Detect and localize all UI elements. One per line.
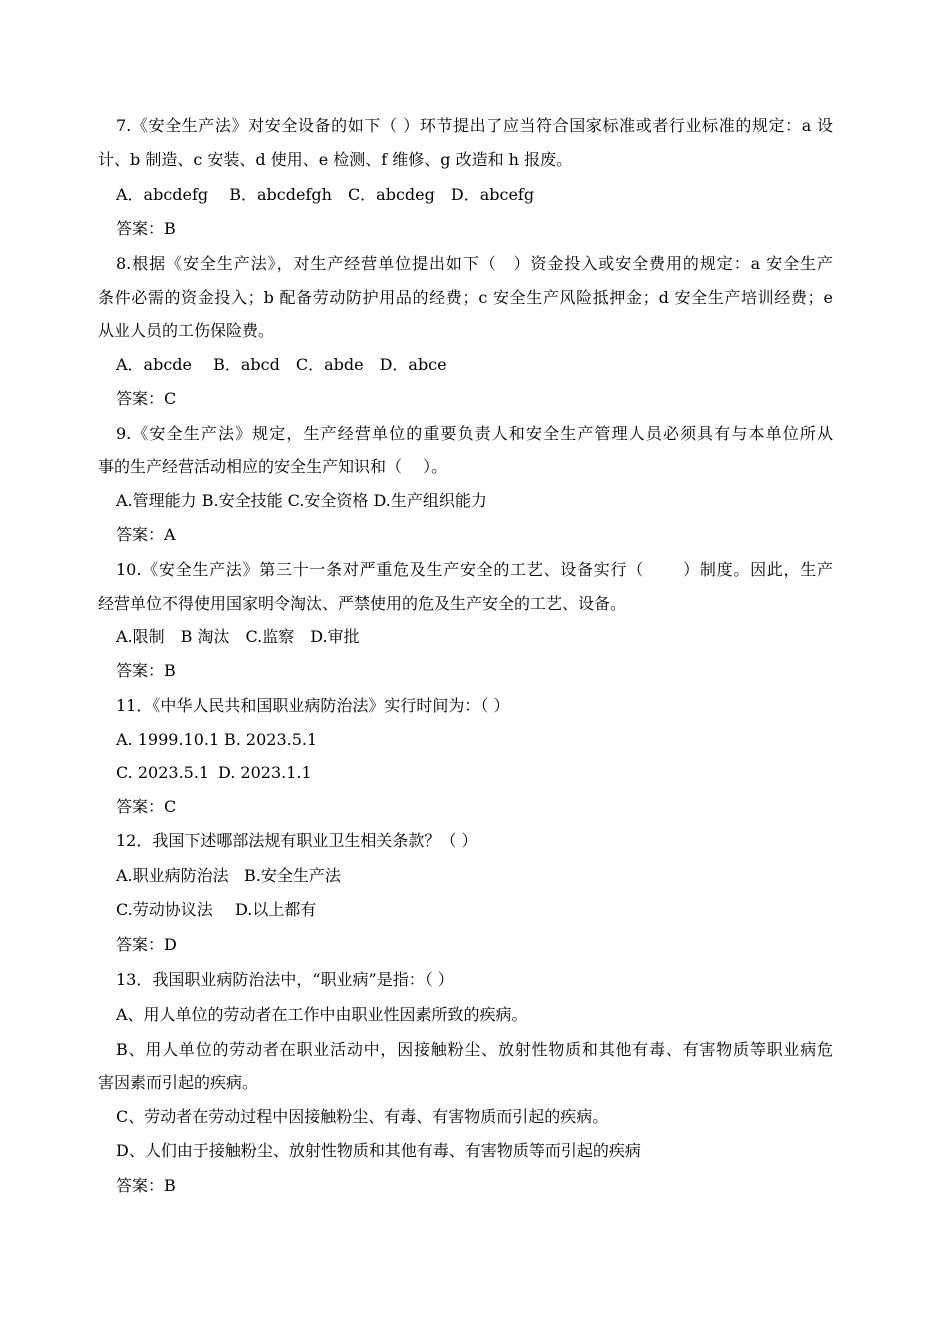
question-13-option-a: A、用人单位的劳动者在工作中由职业性因素所致的疾病。	[116, 1005, 528, 1024]
question-9-options: A.管理能力 B.安全技能 C.安全资格 D.生产组织能力	[116, 491, 487, 510]
question-12-answer: 答案：D	[116, 935, 177, 954]
question-11-option-a: A. 1999.10.1	[116, 730, 220, 749]
question-7-line-1: 7.《安全生产法》对安全设备的如下（ ）环节提出了应当符合国家标准或者行业标准的规定：a 设	[116, 116, 833, 135]
question-8-answer: 答案：C	[116, 389, 177, 408]
question-11-option-b: B. 2023.5.1	[224, 730, 318, 749]
question-7-answer: 答案：B	[116, 219, 176, 238]
question-11-option-d: D. 2023.1.1	[218, 763, 312, 782]
question-11-line-1: 11．《中华人民共和国职业病防治法》实行时间为：（ ）	[116, 696, 510, 715]
question-13-option-b-line-2: 害因素而引起的疾病。	[98, 1073, 259, 1092]
question-13-answer: 答案：B	[116, 1176, 176, 1195]
question-7-options: A．abcdefg B．abcdefgh C．abcdeg D．abcefg	[116, 185, 535, 204]
question-12-line-1: 12．我国下述哪部法规有职业卫生相关条款？（ ）	[116, 831, 478, 850]
question-10-options: A.限制 B 淘汰 C.监察 D.审批	[116, 627, 360, 646]
question-11-answer: 答案：C	[116, 797, 177, 816]
question-12-option-b: B.安全生产法	[244, 866, 341, 885]
question-8-line-1: 8.根据《安全生产法》，对生产经营单位提出如下（ ）资金投入或安全费用的规定：a 安全生产	[116, 254, 833, 273]
question-12-option-a: A.职业病防治法	[116, 866, 229, 885]
question-13-option-b-line-1: B、用人单位的劳动者在职业活动中，因接触粉尘、放射性物质和其他有毒、有害物质等职业病危	[116, 1040, 833, 1059]
question-11-option-c: C. 2023.5.1	[116, 763, 210, 782]
question-8-line-3: 从业人员的工伤保险费。	[98, 321, 275, 340]
question-10-answer: 答案：B	[116, 661, 176, 680]
question-9-line-2: 事的生产经营活动相应的安全生产知识和（ ）。	[98, 457, 448, 476]
question-12-option-d: D.以上都有	[235, 900, 317, 919]
question-13-option-c: C、劳动者在劳动过程中因接触粉尘、有毒、有害物质而引起的疾病。	[116, 1107, 609, 1126]
question-13-option-d: D、人们由于接触粉尘、放射性物质和其他有毒、有害物质等而引起的疾病	[116, 1141, 641, 1160]
question-8-options: A．abcde B．abcd C．abde D．abce	[116, 355, 447, 374]
question-8-line-2: 条件必需的资金投入；b 配备劳动防护用品的经费；c 安全生产风险抵押金；d 安全生产培训经费；e	[98, 288, 833, 307]
question-10-line-1: 10.《安全生产法》第三十一条对严重危及生产安全的工艺、设备实行（ ）制度。因此，生产	[116, 560, 833, 579]
question-10-line-2: 经营单位不得使用国家明令淘汰、严禁使用的危及生产安全的工艺、设备。	[98, 594, 627, 613]
question-7-line-2: 计、b 制造、c 安装、d 使用、e 检测、f 维修、g 改造和 h 报废。	[98, 150, 573, 169]
question-9-line-1: 9.《安全生产法》规定，生产经营单位的重要负责人和安全生产管理人员必须具有与本单位所从	[116, 424, 833, 443]
question-12-option-c: C.劳动协议法	[116, 900, 213, 919]
question-13-line-1: 13．我国职业病防治法中，“职业病”是指：（ ）	[116, 970, 454, 989]
question-9-answer: 答案：A	[116, 525, 176, 544]
